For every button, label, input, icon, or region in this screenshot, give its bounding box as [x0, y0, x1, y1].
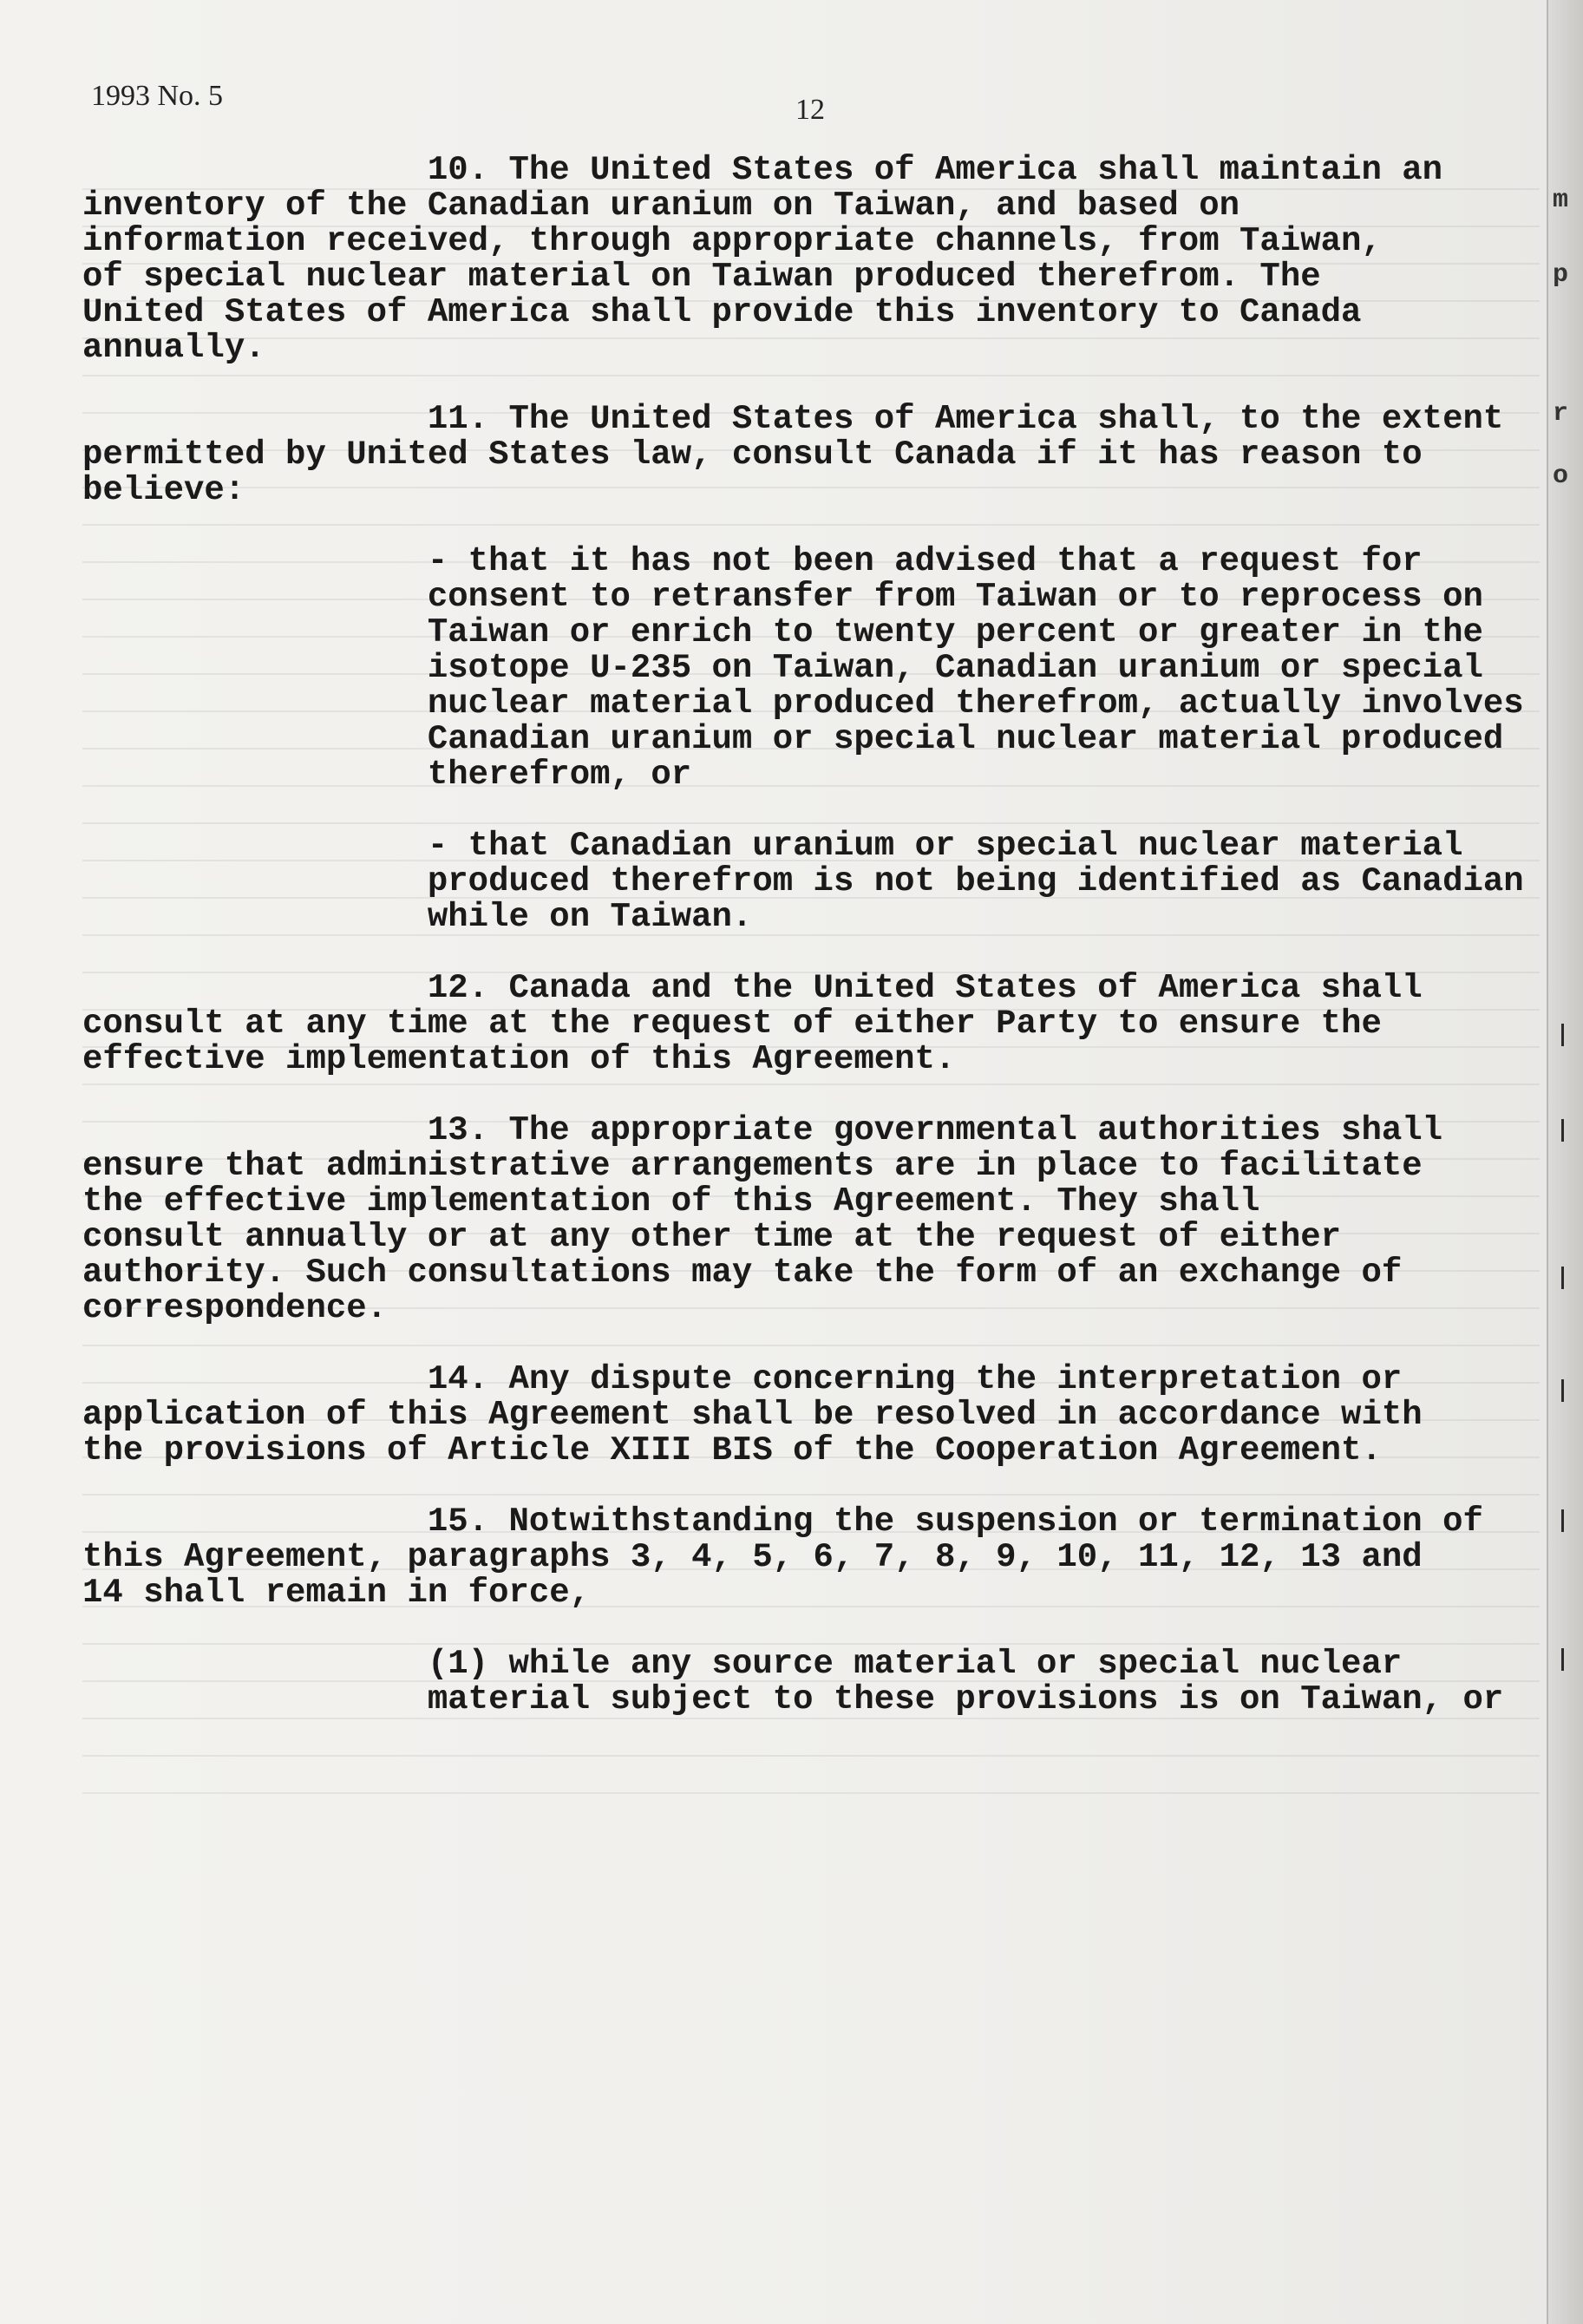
page-header	[91, 80, 958, 132]
adjacent-page-letter: r	[1553, 399, 1569, 429]
paragraph-10: 10. The United States of America shall maintain an inventory of the Canadian uranium on Taiwan, and based on information received, through appropriate channels, from Taiwan, of special nuclear material on Taiwan produced therefrom. The United States of America shall provide this inventory to Canada annually.	[82, 151, 1443, 367]
page-number: 12	[795, 94, 825, 126]
page-edge-mark	[1561, 1379, 1564, 1402]
paragraph-15-item-1: (1) while any source material or special nuclear material subject to these provisions is on Taiwan, or	[427, 1645, 1504, 1718]
adjacent-page-letter: o	[1553, 462, 1569, 491]
page-edge-mark	[1561, 1648, 1564, 1671]
gazette-series-label: 1993 No. 5	[91, 80, 224, 112]
paragraph-13: 13. The appropriate governmental authorities shall ensure that administrative arrangements are in place to facilitate the effective implementation of this Agreement. They shall consult annually or at any other time at the request of either authority. Such consultations may take the form of an exchange of correspondence.	[82, 1111, 1443, 1327]
paragraph-11: 11. The United States of America shall, to the extent permitted by United States law, consult Canada if it has reason to believe:	[82, 400, 1504, 509]
document-body	[82, 153, 1540, 1753]
page-edge-mark	[1561, 1119, 1564, 1142]
paragraph-15: 15. Notwithstanding the suspension or termination of this Agreement, paragraphs 3, 4, 5, 6, 7, 8, 9, 10, 11, 12, 13 and 14 shall remain in force,	[82, 1502, 1483, 1612]
adjacent-page-letter: m	[1553, 186, 1569, 215]
adjacent-page-letter: p	[1553, 260, 1569, 290]
adjacent-page-edge	[1548, 0, 1583, 2324]
page-edge-mark	[1561, 1267, 1564, 1289]
paragraph-11-bullet-2: - that Canadian uranium or special nuclear material produced therefrom is not being identified as Canadian while on Taiwan.	[427, 827, 1524, 936]
paragraph-11-bullet-1: - that it has not been advised that a request for consent to retransfer from Taiwan or to reprocess on Taiwan or enrich to twenty percent or greater in the isotope U-235 on Taiwan, Canadian uranium or special nuclear material produced therefrom, actually involves Canadian uranium or special nuclear material produced therefrom, or	[427, 542, 1524, 794]
paragraph-12: 12. Canada and the United States of America shall consult at any time at the request of either Party to ensure the effective implementation of this Agreement.	[82, 969, 1423, 1078]
page-edge-mark	[1561, 1024, 1564, 1046]
page-edge-mark	[1561, 1509, 1564, 1532]
paragraph-14: 14. Any dispute concerning the interpretation or application of this Agreement shall be resolved in accordance with the provisions of Article XIII BIS of the Cooperation Agreement.	[82, 1360, 1423, 1470]
